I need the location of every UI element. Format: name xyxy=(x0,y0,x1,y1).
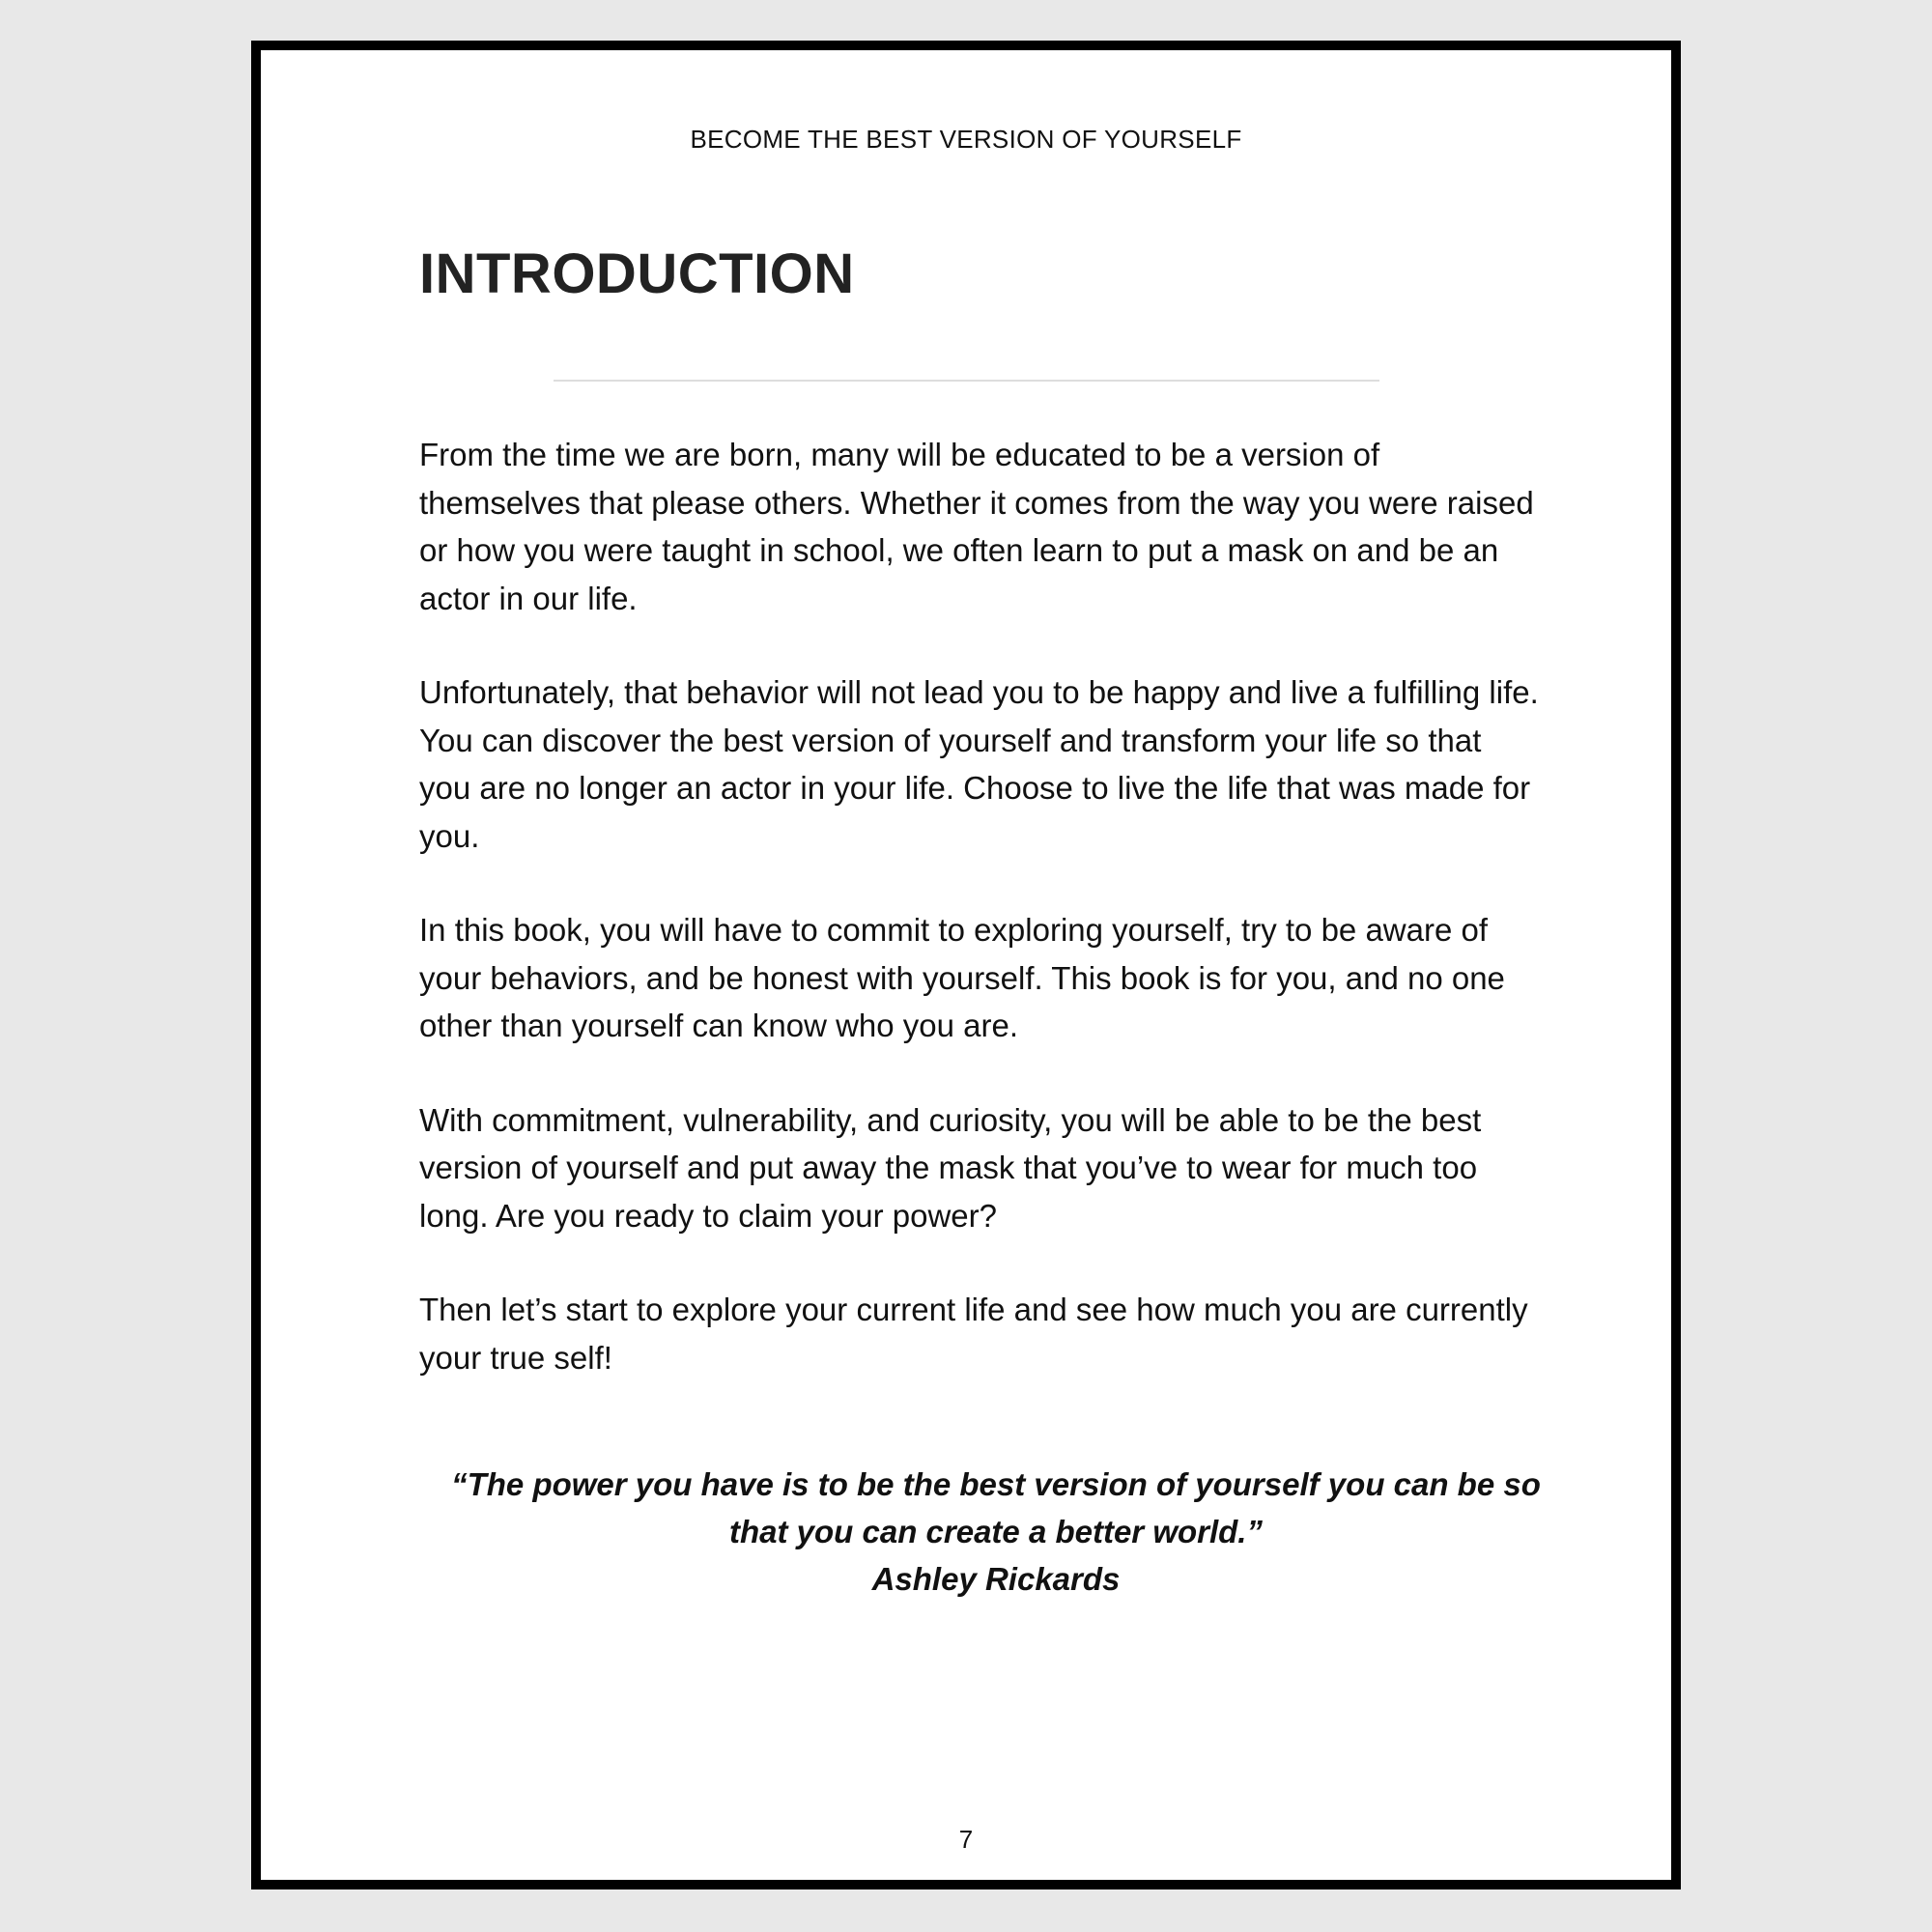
quote-block xyxy=(419,1461,1573,1603)
paragraph-5: Then let’s start to explore your current life and see how much you are currently your true self! xyxy=(419,1292,1528,1376)
running-header: BECOME THE BEST VERSION OF YOURSELF xyxy=(690,125,1242,154)
book-page xyxy=(251,41,1681,1889)
paragraph-4: With commitment, vulnerability, and curiosity, you will be able to be the best version of yourself and put away the mask that you’ve to wear for much too long. Are you ready to claim your power? xyxy=(419,1101,1482,1234)
title-divider xyxy=(554,380,1379,382)
quote-line-1: “The power you have is to be the best version of yourself you can be so xyxy=(451,1466,1541,1502)
quote-author: Ashley Rickards xyxy=(871,1561,1121,1597)
quote-line-2: that you can create a better world.” xyxy=(729,1514,1263,1549)
chapter-title: INTRODUCTION xyxy=(419,242,855,305)
paragraph-2: Unfortunately, that behavior will not lead you to be happy and live a fulfilling life. You can discover the best version of yourself and transform your life so that you are no longer an actor in your life. Choose to live the life that was made for you. xyxy=(419,674,1539,854)
paragraph-1: From the time we are born, many will be educated to be a version of themselves that please others. Whether it comes from the way you were raised or how you were taught in school, we often learn to put a mask on and be an actor in our life. xyxy=(419,437,1534,616)
paragraph-3: In this book, you will have to commit to exploring yourself, try to be aware of your behaviors, and be honest with yourself. This book is for you, and no one other than yourself can know who you are. xyxy=(419,912,1505,1043)
body-text xyxy=(419,431,1540,1428)
page-number: 7 xyxy=(958,1825,974,1854)
